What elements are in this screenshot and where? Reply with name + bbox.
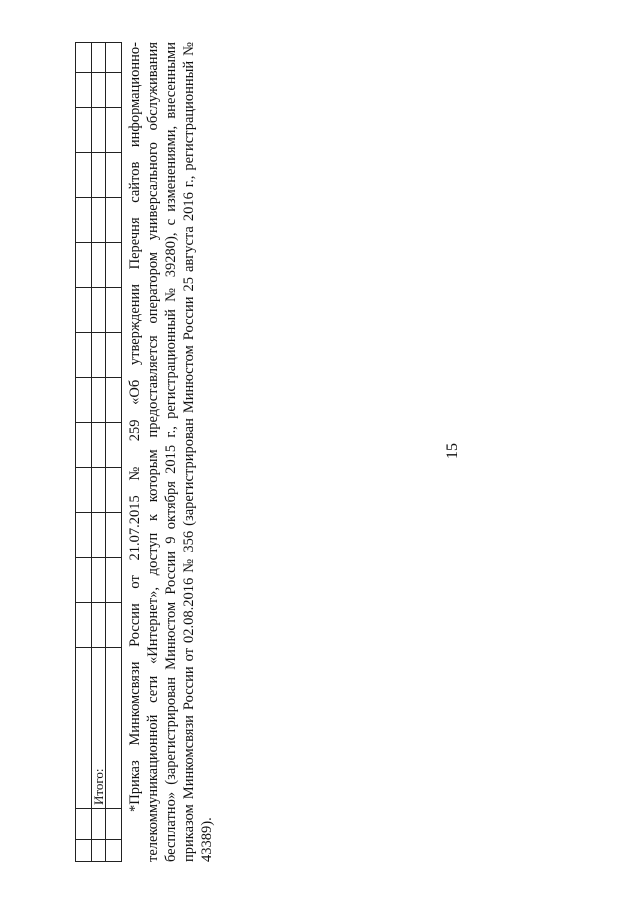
table-row-bottom: [106, 43, 121, 861]
table-column-divider: [76, 808, 121, 809]
table-column-divider: [76, 512, 121, 513]
page-number: 15: [444, 443, 461, 459]
summary-table: [75, 42, 122, 862]
table-column-divider: [76, 647, 121, 648]
table-column-divider: [76, 197, 121, 198]
table-row-top: [76, 43, 92, 861]
table-column-divider: [76, 107, 121, 108]
table-column-divider: [76, 602, 121, 603]
table-column-divider: [76, 557, 121, 558]
table-row-total: [92, 43, 106, 861]
table-column-divider: [76, 332, 121, 333]
table-column-divider: [76, 839, 121, 840]
table-column-divider: [76, 242, 121, 243]
table-column-divider: [76, 467, 121, 468]
table-column-divider: [76, 422, 121, 423]
table-column-divider: [76, 152, 121, 153]
footnote-text: *Приказ Минкомсвязи России от 21.07.2015 № 259 «Об утверждении Перечня сайтов информационно-телекоммуникационной сети «Интернет», доступ к которым предоставляется оператором универсального обслуживания бесплатно» (зарегистрирован Минюстом России 9 октября 2015 г., регистрационный № 39280), с изменениями, внесенными приказом Минкомсвязи России от 02.08.2016 № 356 (зарегистрирован Минюстом России 25 августа 2016 г., регистрационный № 43389).: [127, 42, 215, 862]
total-label: Итого:: [91, 768, 106, 805]
table-column-divider: [76, 72, 121, 73]
table-column-divider: [76, 287, 121, 288]
table-column-divider: [76, 377, 121, 378]
